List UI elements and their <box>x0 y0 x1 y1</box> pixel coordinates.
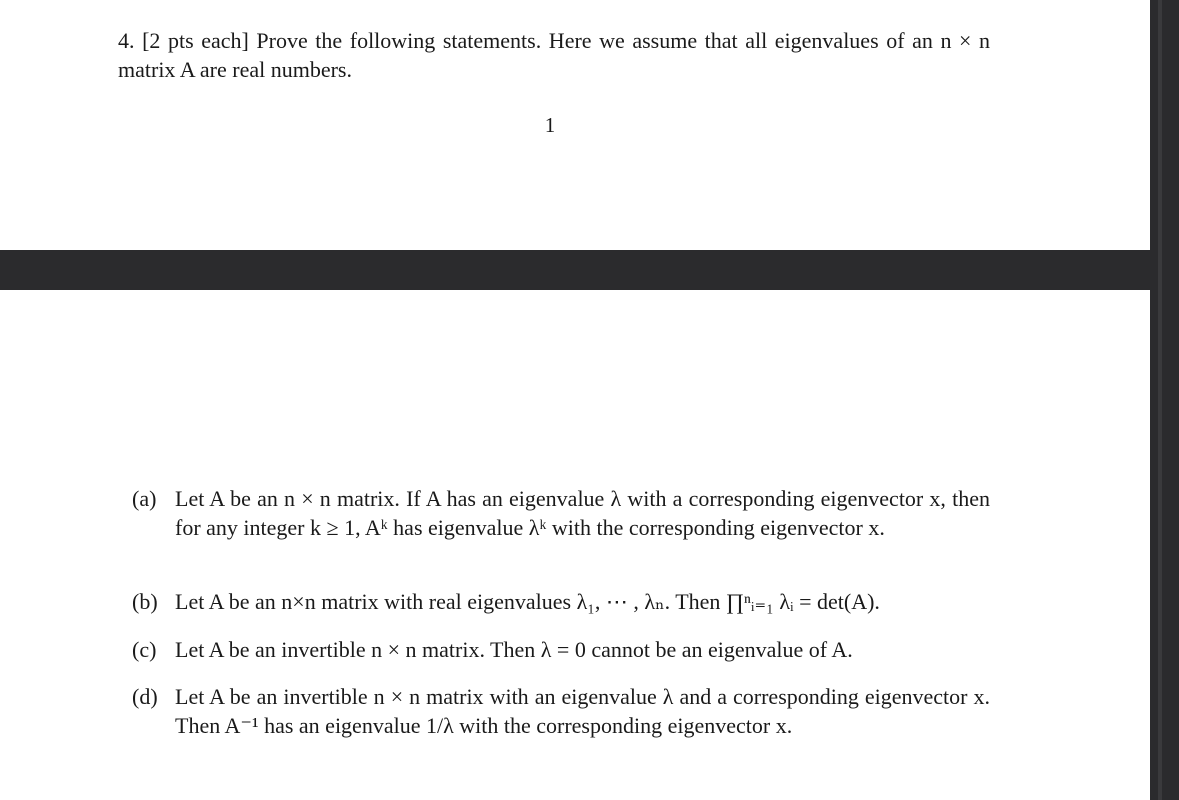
problem-statement: 4. [2 pts each] Prove the following statements. Here we assume that all eigenvalues of an n × n matrix A are real numbers. <box>118 28 990 82</box>
page-separator <box>0 250 1150 290</box>
list-item-c <box>132 635 990 664</box>
item-text: Let A be an invertible n × n matrix with an eigenvalue λ and a corresponding eigenvector x. Then A⁻¹ has an eigenvalue 1/λ with the corresponding eigenvector x. <box>175 684 990 738</box>
scrollbar-track[interactable] <box>1150 0 1179 800</box>
list-item-b <box>132 587 990 616</box>
list-item-d <box>132 682 990 740</box>
pdf-page-1 <box>0 0 1150 250</box>
item-text: Let A be an n×n matrix with real eigenvalues λ₁, ⋯ , λₙ. Then ∏ⁿᵢ₌₁ λᵢ = det(A). <box>175 589 880 614</box>
list-item-a <box>132 484 990 542</box>
item-text: Let A be an invertible n × n matrix. Then λ = 0 cannot be an eigenvalue of A. <box>175 637 853 662</box>
item-label: (a) <box>132 486 157 511</box>
scrollbar-rail <box>1158 0 1162 800</box>
item-label: (c) <box>132 637 157 662</box>
item-label: (d) <box>132 684 158 709</box>
page-number: 1 <box>544 113 556 137</box>
item-label: (b) <box>132 589 158 614</box>
item-text: Let A be an n × n matrix. If A has an eigenvalue λ with a corresponding eigenvector x, then for any integer k ≥ 1, Aᵏ has eigenvalue λᵏ with the corresponding eigenvector x. <box>175 486 990 540</box>
pdf-page-2 <box>0 290 1150 800</box>
